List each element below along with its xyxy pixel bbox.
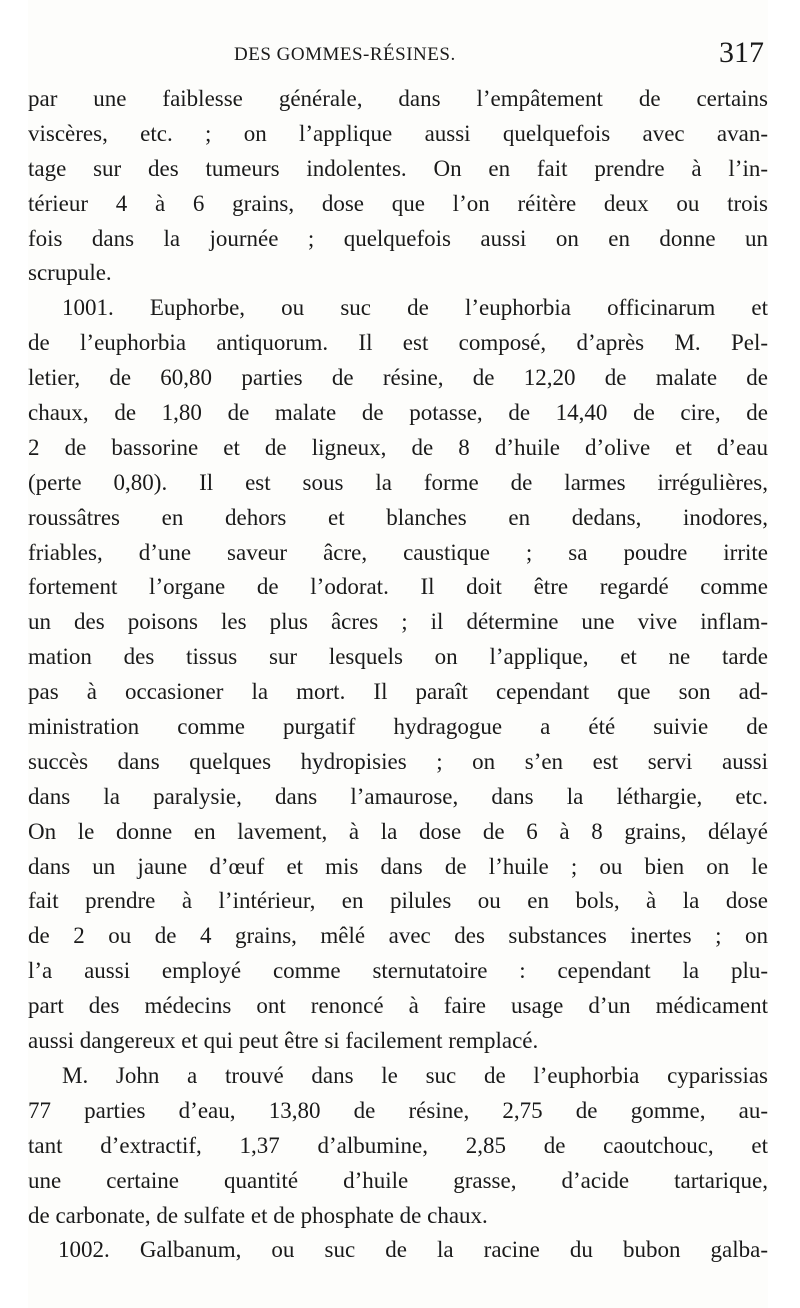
text-line: un des poisons les plus âcres ; il détermine une vive inflam- <box>28 609 768 635</box>
text-line: friables, d’une saveur âcre, caustique ; sa poudre irrite <box>28 539 768 565</box>
text-line: 1001. Euphorbe, ou suc de l’euphorbia officinarum et <box>62 295 768 321</box>
text-line: de 2 ou de 4 grains, mêlé avec des substances inertes ; on <box>28 923 768 949</box>
text-line: ministration comme purgatif hydragogue a été suivie de <box>28 714 768 740</box>
text-line: fait prendre à l’intérieur, en pilules ou en bols, à la dose <box>28 888 768 914</box>
text-line: On le donne en lavement, à la dose de 6 à 8 grains, délayé <box>28 818 768 844</box>
text-line: térieur 4 à 6 grains, dose que l’on réitère deux ou trois <box>28 190 768 216</box>
book-page <box>28 0 768 1308</box>
page-number: 317 <box>719 36 764 69</box>
text-line: letier, de 60,80 parties de résine, de 12,20 de malate de <box>28 365 768 391</box>
page-header <box>28 34 768 74</box>
text-line: (perte 0,80). Il est sous la forme de larmes irrégulières, <box>28 469 768 495</box>
text-line: 77 parties d’eau, 13,80 de résine, 2,75 de gomme, au- <box>28 1097 768 1123</box>
text-line: une certaine quantité d’huile grasse, d’acide tartarique, <box>28 1167 768 1193</box>
text-line: tage sur des tumeurs indolentes. On en fait prendre à l’in- <box>28 155 768 181</box>
text-line: 1002. Galbanum, ou suc de la racine du bubon galba- <box>58 1237 768 1263</box>
text-line: chaux, de 1,80 de malate de potasse, de 14,40 de cire, de <box>28 400 768 426</box>
text-line: M. John a trouvé dans le suc de l’euphorbia cyparissias <box>62 1062 768 1088</box>
text-line: l’a aussi employé comme sternutatoire : cependant la plu- <box>28 958 768 984</box>
text-line: part des médecins ont renoncé à faire usage d’un médicament <box>28 993 768 1019</box>
text-line: mation des tissus sur lesquels on l’applique, et ne tarde <box>28 644 768 670</box>
text-line: dans un jaune d’œuf et mis dans de l’huile ; ou bien on le <box>28 853 768 879</box>
text-line: aussi dangereux et qui peut être si facilement remplacé. <box>28 1028 539 1054</box>
text-line: dans la paralysie, dans l’amaurose, dans la léthargie, etc. <box>28 783 768 809</box>
text-line: 2 de bassorine et de ligneux, de 8 d’huile d’olive et d’eau <box>28 434 768 460</box>
text-line: de l’euphorbia antiquorum. Il est composé, d’après M. Pel- <box>28 330 768 356</box>
text-line: fois dans la journée ; quelquefois aussi on en donne un <box>28 225 768 251</box>
text-line: roussâtres en dehors et blanches en dedans, inodores, <box>28 504 768 530</box>
text-line: pas à occasioner la mort. Il paraît cependant que son ad- <box>28 679 768 705</box>
text-line: tant d’extractif, 1,37 d’albumine, 2,85 de caoutchouc, et <box>28 1132 768 1158</box>
running-head: DES GOMMES-RÉSINES. <box>234 44 456 65</box>
text-line: scrupule. <box>28 260 112 286</box>
body-text <box>28 82 768 1268</box>
text-line: fortement l’organe de l’odorat. Il doit être regardé comme <box>28 574 768 600</box>
text-line: par une faiblesse générale, dans l’empâtement de certains <box>28 86 768 111</box>
text-line: de carbonate, de sulfate et de phosphate de chaux. <box>28 1202 488 1228</box>
text-line: viscères, etc. ; on l’applique aussi quelquefois avec avan- <box>28 120 768 146</box>
text-line: succès dans quelques hydropisies ; on s’en est servi aussi <box>28 748 768 774</box>
